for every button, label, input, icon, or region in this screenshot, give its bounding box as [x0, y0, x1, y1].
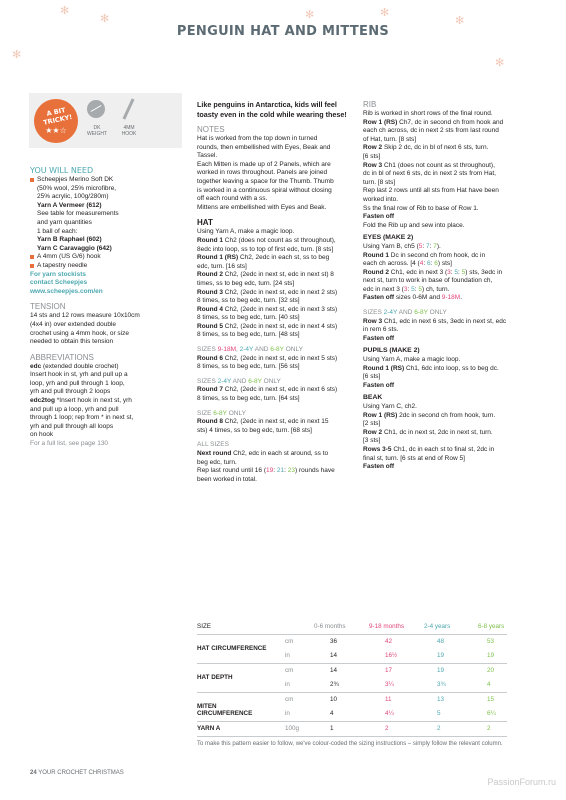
snowflake-icon: ✻ [305, 9, 315, 21]
hat-heading: HAT [197, 218, 213, 228]
yarn-ball-icon [87, 100, 105, 118]
intro-text: Like penguins in Antarctica, kids will feel toasty even in the cold while wearing these! [197, 100, 347, 119]
row-instruction: Row 2 Skip 2 dc, dc in bl of next 6 sts, turn. [6 sts] [363, 144, 489, 160]
table-row: YARN A 100g 1 2 2 2 [197, 722, 507, 737]
row-instruction: Rows 3-5 Ch1, dc in each st to final st, 2dc in final st, turn. [6 sts at end of Row 5] [363, 445, 495, 462]
table-footnote: To make this pattern easier to follow, we've colour-coded the sizing instructions – simply follow the relevant column. [197, 741, 503, 747]
snowflake-icon: ✻ [455, 15, 465, 27]
round-instruction: Round 6 Ch2, (2edc in next st, edc in next 5 sts) 8 times, ss to beg edc, turn. [56 sts] [197, 354, 338, 371]
row-instruction: Row 2 Ch1, dc in next st, 2dc in next st, turn. [3 sts] [363, 428, 493, 445]
abbr-edc: edc (extended double crochet) Insert hook in st, yrh and pull up a loop, yrh and pull through 1 loop, yrh and pull through 2 loops [30, 362, 128, 396]
beak-heading: BEAK [363, 394, 383, 402]
round-instruction: Round 1 Ch2 (does not count as st throughout), 8edc into loop, ss to top of first edc, turn. [8 sts] [197, 236, 336, 253]
full-list-note: For a full list, see page 130 [30, 440, 109, 448]
sizes-heading: SIZES 9-18M, 2-4Y AND 6-8Y ONLY [197, 346, 303, 354]
sizes-heading: SIZES 2-4Y AND 6-8Y ONLY [363, 309, 447, 317]
table-row: MITEN cm 10 11 13 15 [197, 696, 495, 710]
star-icon: ★★☆ [45, 126, 67, 135]
repeat-instruction: Rep last round until 16 (19: 21: 23) rounds have been worked in total. [197, 467, 335, 483]
round-instruction: Round 5 Ch2, (2edc in next st, edc in next 4 sts) 8 times, ss to beg edc, turn. [48 sts] [197, 322, 338, 339]
round-instruction: Next round Ch2, edc in each st around, ss to beg edc, turn. [197, 450, 329, 466]
round-instruction: Round 1 (RS) Ch1, 6dc into loop, ss to beg dc. [6 sts] [363, 364, 499, 381]
tension-heading: TENSION [30, 302, 66, 312]
watermark: PassionForum.ru [487, 777, 556, 787]
needle-item: A tapestry needle [30, 262, 185, 271]
page-title: PENGUIN HAT AND MITTENS [176, 24, 390, 39]
round-instruction: Round 3 Ch2, (2edc in next st, edc in next 2 sts) 8 times, ss to beg edc, turn. [32 sts] [197, 288, 338, 305]
row-instruction: Row 1 (RS) 2dc in second ch from hook, turn. [2 sts] [363, 411, 496, 428]
round-instruction: Round 7 Ch2, (2edc in next st, edc in next 6 sts) 8 times, ss to beg edc, turn. [64 sts] [197, 386, 338, 403]
yarn-item: Scheepjes Merino Soft DK (50% wool, 25% microfibre, 25% acrylic, 100g/280m) Yarn A Vermeer (612) See table for measurements and yarn quantities 1 ball of each: Yarn B Raphael (602) Yarn C Caravaggio (642) [30, 176, 185, 253]
round-instruction: Round 2 Ch2, (2edc in next st, edc in next st) 8 times, ss to beg edc, turn. [24 sts] [197, 271, 334, 287]
hat-start: Using Yarn A, make a magic loop. [197, 228, 295, 236]
table-row: HAT CIRCUMFERENCE cm 36 42 48 53 [197, 638, 495, 652]
size-table [197, 620, 507, 737]
notes-heading: NOTES [197, 125, 225, 134]
snowflake-icon: ✻ [100, 13, 110, 25]
abbreviations-heading: ABBREVIATIONS [30, 352, 94, 362]
stockist-link[interactable]: For yarn stockists contact Scheepjes www.scheepjes.com/en [30, 270, 103, 295]
round-instruction: Round 1 Dc in second ch from hook, dc in each ch across. [4 (4: 6: 6) sts] [363, 251, 486, 268]
tension-text: 14 sts and 12 rows measure 10x10cm (4x4 in) over extended double crochet using a 4mm hook, or size needed to obtain this tension [30, 312, 140, 346]
yarn-weight-label: DK WEIGHT [87, 125, 107, 137]
round-instruction: Round 4 Ch2, (2edc in next st, edc in next 3 sts) 8 times, ss to beg edc, turn. [40 sts] [197, 305, 338, 322]
pupils-heading: PUPILS (MAKE 2) [363, 347, 420, 355]
difficulty-badge [34, 99, 78, 143]
rib-heading: RIB [363, 100, 377, 109]
hook-item: A 4mm (US G/6) hook [30, 253, 185, 262]
round-instruction: Round 1 (RS) Ch2, 2edc in each st, ss to beg edc, turn. [16 sts] [197, 254, 330, 270]
sizes-heading: ALL SIZES [197, 441, 229, 449]
page-number: 24 [30, 770, 37, 776]
badge-text: A BIT TRICKY! [42, 106, 73, 127]
abbr-edc2tog: edc2tog *Insert hook in next st, yrh and pull up a loop, yrh and pull through 1 loop; rep from * in next st, yrh and pull through all loops on hook [30, 397, 134, 439]
notes-text: Hat is worked from the top down in turned rounds, then embellished with Eyes, Beak and Tassel. Each Mitten is made up of 2 Panels, which are worked in rows throughout. Panels are joined together leaving a space for the Thumb. Thumb is worked in a continuous spiral without closing off each round with a ss. Mittens are embellished with Eyes and Beak. [197, 135, 334, 211]
middle-column [197, 100, 357, 484]
row-instruction: Row 1 (RS) Ch7, dc in second ch from hook and each ch across, dc in next 2 sts from last round of Hat, turn. [8 sts] [363, 118, 504, 143]
round-instruction: Round 8 Ch2, (2edc in next st, edc in next 15 sts) 4 times, ss to beg edc, turn. [68 sts] [197, 418, 329, 434]
hook-icon [122, 98, 134, 119]
snowflake-icon: ✻ [12, 49, 22, 61]
need-heading: YOU WILL NEED [30, 166, 94, 175]
eyes-heading: EYES (MAKE 2) [363, 234, 414, 242]
table-row: CIRCUMFERENCE in 4 4¼ 5 6¼ [197, 707, 507, 722]
table-row: HAT DEPTH cm 14 17 19 20 [197, 667, 495, 681]
difficulty-panel [29, 93, 182, 148]
snowflake-icon: ✻ [60, 5, 70, 17]
row-instruction: Row 3 Ch1 (does not count as st throughout), dc in bl of next 6 sts, dc in next 2 sts from Hat, turn. [8 sts] [363, 161, 496, 186]
table-row: in 14 16½ 19 19 [197, 649, 507, 664]
sizes-heading: SIZES 2-4Y AND 6-8Y ONLY [197, 377, 281, 385]
magazine-name: YOUR CROCHET CHRISTMAS [38, 770, 124, 776]
page-footer [30, 770, 124, 776]
round-instruction: Round 2 Ch1, edc in next 3 (3: 5: 5) sts, 3edc in next st, turn to work in base of foundation ch, edc in next 3 (3: 5: 5) ch, turn. [363, 268, 503, 293]
snowflake-icon: ✻ [495, 57, 505, 69]
row-instruction: Row 3 Ch1, edc in next 6 sts, 3edc in next st, edc in rem 6 sts. [363, 317, 507, 334]
hook-size-label: 4MM HOOK [121, 125, 137, 137]
table-row: in 2¾ 3¼ 3¾ 4 [197, 678, 507, 693]
left-column [30, 166, 185, 449]
right-column: RIB Rib is worked in short rows of the final round. Row 1 (RS) Ch7, dc in second ch from hook and each ch across, dc in next 2 sts from last round of Hat, turn. [8 sts] Row 2 Skip 2 dc, dc in bl of next 6 sts, turn. [6 sts] Row 3 Ch1 (does not count as st throughout), dc in bl of next 6 sts, dc in next 2 sts from Hat, turn. [8 sts] Rep last 2 rows until all sts from Hat have been worked into. Ss the final row of Rib to base of Row 1. Fasten off Fold the Rib up and sew into place. EYES (MAKE 2) Using Yarn B, ch5 (5: 7: 7). Round 1 Dc in second ch from hook, dc in each ch across. [4 (4: 6: 6) sts] Round 2 Ch1, edc in next 3 (3: 5: 5) sts, 3edc in next st, turn to work in base of foundation ch, edc in next 3 (3: 5: 5) ch, turn. Fasten off sizes 0-6M and 9-18M. SIZES 2-4Y AND 6-8Y ONLY Row 3 Ch1, edc in next 6 sts, 3edc in next st, edc in rem 6 sts. Fasten off PUPILS (MAKE 2) Using Yarn A, make a magic loop. Round 1 (RS) Ch1, 6dc into loop, ss to beg dc. [6 sts] Fasten off BEAK Using Yarn C, ch2. Row 1 (RS) 2dc in second ch from hook, turn. [2 sts] Row 2 Ch1, dc in next st, 2dc in next st, turn. [3 sts] Rows 3-5 Ch1, dc in each st to final st, 2dc in final st, turn. [6 sts at end of Row 5] Fasten off [363, 100, 528, 472]
snowflake-icon: ✻ [380, 7, 390, 19]
sizes-heading: SIZE 6-8Y ONLY [197, 409, 246, 417]
table-header-row: SIZE 0-6 months 9-18 months 2-4 years 6-8 years [197, 620, 507, 635]
